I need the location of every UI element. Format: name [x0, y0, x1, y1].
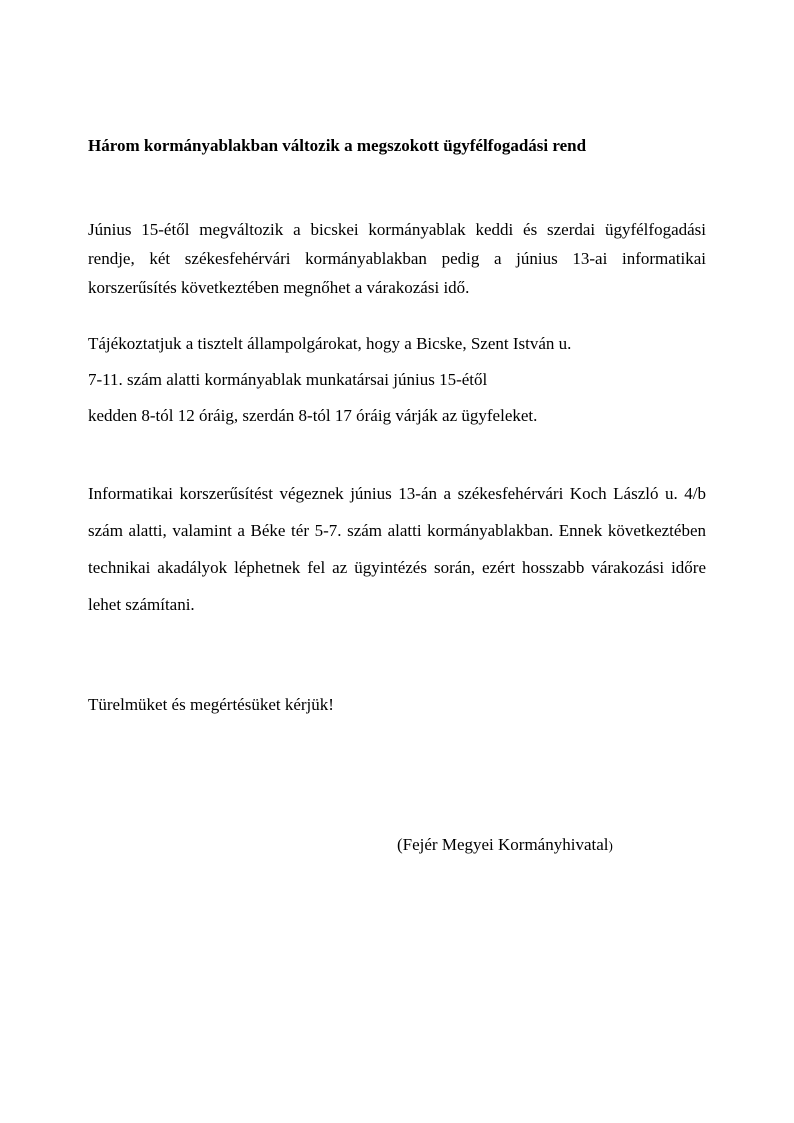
closing-line: Türelmüket és megértésüket kérjük!: [88, 695, 334, 714]
paragraph-bicske: [88, 326, 706, 434]
paragraph-bicske-line-1: Tájékoztatjuk a tisztelt állampolgárokat, hogy a Bicske, Szent István u.: [88, 334, 572, 353]
paragraph-intro: Június 15-étől megváltozik a bicskei kormányablak keddi és szerdai ügyfélfogadási rendje, két székesfehérvári kormányablakban pedig a június 13-ai informatikai korszerűsítés következtében megnőhet a várakozási idő.: [88, 220, 706, 297]
signature-closing-paren: ): [608, 838, 613, 853]
paragraph-informatics: Informatikai korszerűsítést végeznek június 13-án a székesfehérvári Koch László u. 4/b szám alatti, valamint a Béke tér 5-7. szám alatti kormányablakban. Ennek következtében technikai akadályok léphetnek fel az ügyintézés során, ezért hosszabb várakozási időre lehet számítani.: [88, 484, 706, 614]
paragraph-bicske-line-2: 7-11. szám alatti kormányablak munkatársai június 15-étől: [88, 370, 488, 389]
document-title: Három kormányablakban változik a megszokott ügyfélfogadási rend: [88, 136, 587, 155]
signature-text: (Fejér Megyei Kormányhivatal: [397, 835, 609, 854]
paragraph-bicske-line-3: kedden 8-tól 12 óráig, szerdán 8-tól 17 óráig várják az ügyfeleket.: [88, 406, 538, 425]
signature-line: [88, 835, 706, 856]
